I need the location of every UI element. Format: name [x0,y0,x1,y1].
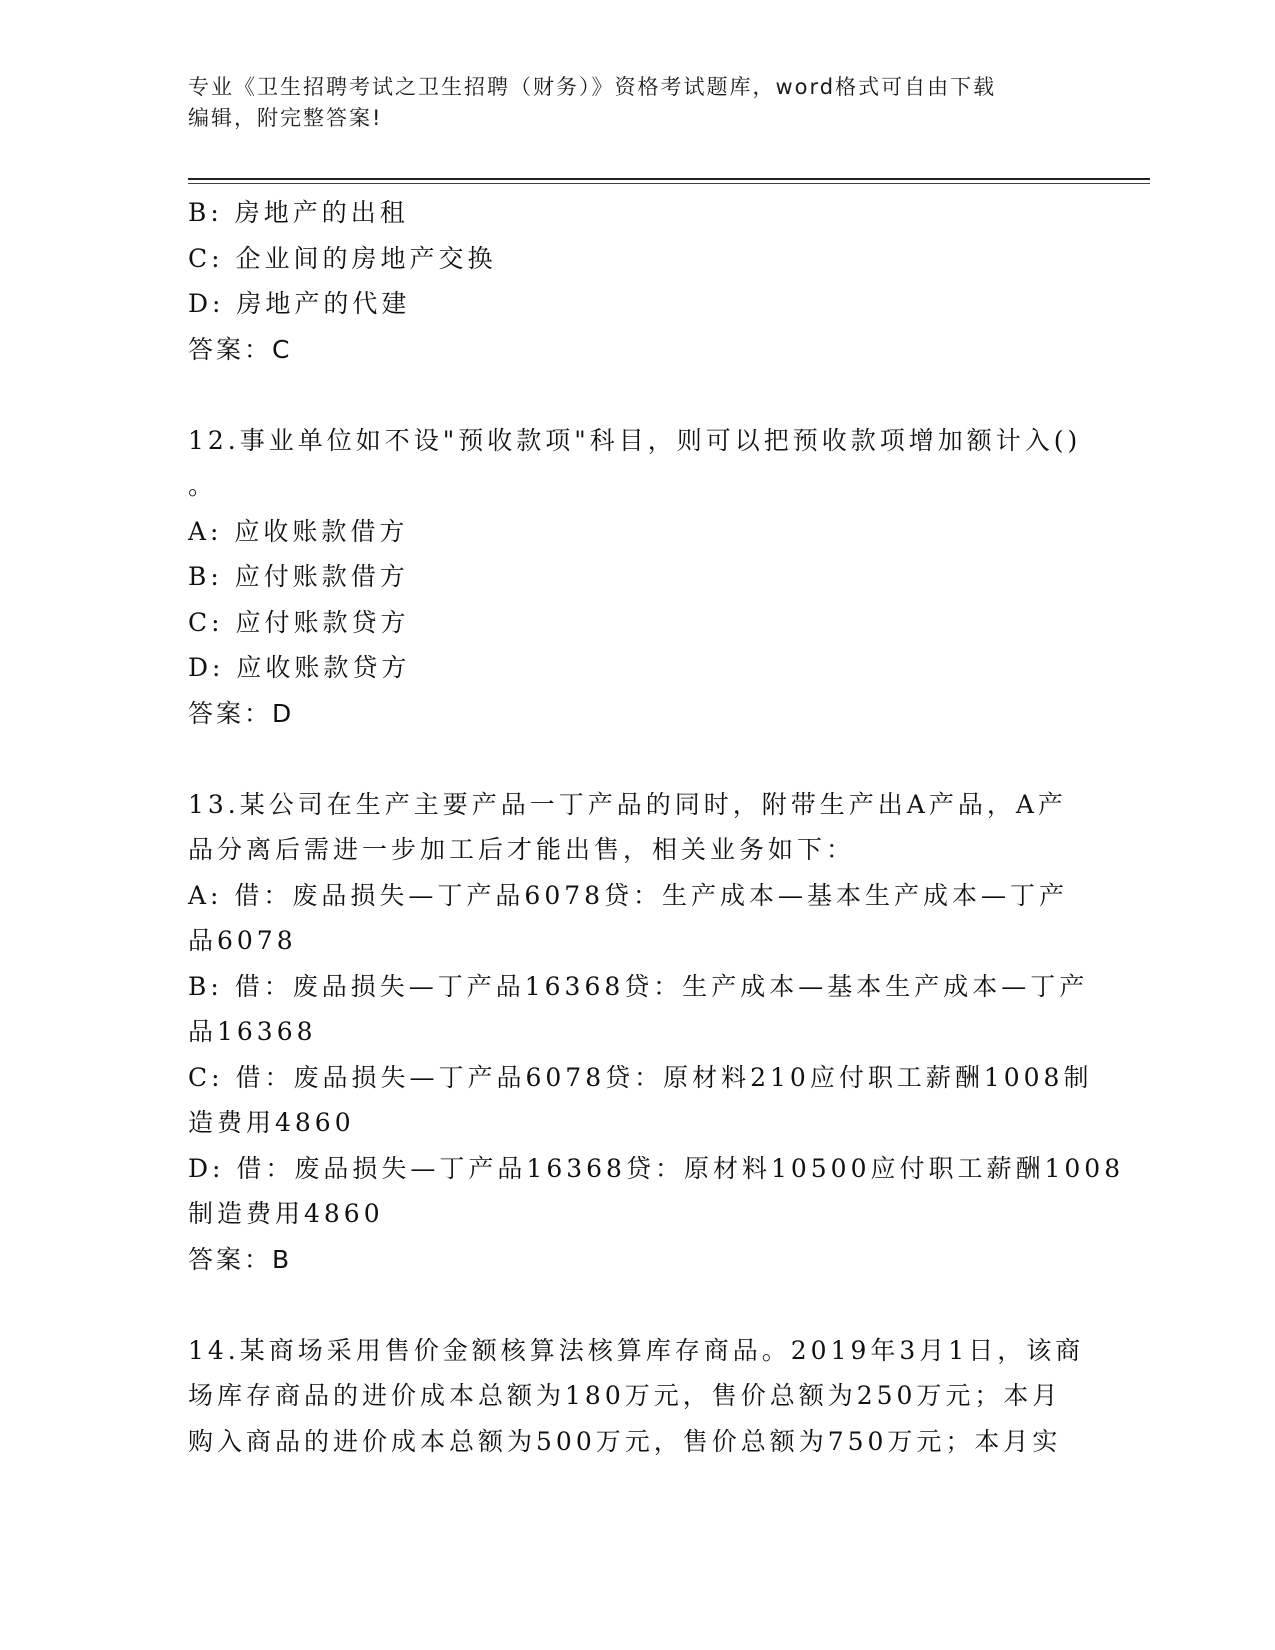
option-b: B: 房地产的出租 [188,198,409,227]
header-divider-thick [188,178,1150,180]
option-c: C: 借：废品损失—丁产品6078贷：原材料210应付职工薪酬1008制 [188,1062,1093,1092]
header-line-1: 专业《卫生招聘考试之卫生招聘（财务）》资格考试题库，word格式可自由下载 [188,75,997,99]
question-12 [188,418,1088,737]
spacer [188,1282,1088,1328]
document-header [188,72,1068,134]
question-stem-continued: 品分离后需进一步加工后才能出售，相关业务如下： [188,835,856,864]
option-b: B: 应付账款借方 [188,562,409,591]
question-11 [188,190,1088,372]
option-d: D: 借：废品损失—丁产品16368贷：原材料10500应付职工薪酬1008 [188,1153,1125,1183]
option-d: D: 房地产的代建 [188,289,411,318]
question-14 [188,1328,1088,1465]
option-d: D: 应收账款贷方 [188,653,411,682]
answer-line: 答案：B [188,1244,293,1274]
option-c: C: 企业间的房地产交换 [188,243,497,273]
spacer [188,372,1088,418]
header-divider-thin [188,183,1150,184]
question-stem: 13.某公司在生产主要产品一丁产品的同时，附带生产出A产品，A产 [188,789,1067,819]
option-a: A: 借：废品损失—丁产品6078贷：生产成本—基本生产成本—丁产 [188,880,1069,910]
answer-line: 答案：D [188,698,295,728]
question-list [188,190,1125,1464]
option-c-continued: 造费用4860 [188,1108,355,1137]
option-d-continued: 制造费用4860 [188,1199,384,1228]
question-stem-continued: 场库存商品的进价成本总额为180万元，售价总额为250万元；本月 [188,1381,1062,1410]
option-b: B: 借：废品损失—丁产品16368贷：生产成本—基本生产成本—丁产 [188,971,1089,1001]
answer-line: 答案：C [188,334,293,364]
question-stem-continued: 。 [188,471,218,500]
option-c: C: 应付账款贷方 [188,607,410,637]
header-line-2: 编辑，附完整答案! [188,106,383,130]
spacer [188,736,1088,782]
question-stem-continued: 购入商品的进价成本总额为500万元，售价总额为750万元；本月实 [188,1426,1062,1456]
question-stem: 12.事业单位如不设"预收款项"科目，则可以把预收款项增加额计入() [188,425,1082,455]
question-stem: 14.某商场采用售价金额核算法核算库存商品。2019年3月1日，该商 [188,1335,1085,1365]
option-a: A: 应收账款借方 [188,516,409,546]
question-13 [188,782,1125,1283]
option-b-continued: 品16368 [188,1017,317,1046]
option-a-continued: 品6078 [188,926,297,955]
